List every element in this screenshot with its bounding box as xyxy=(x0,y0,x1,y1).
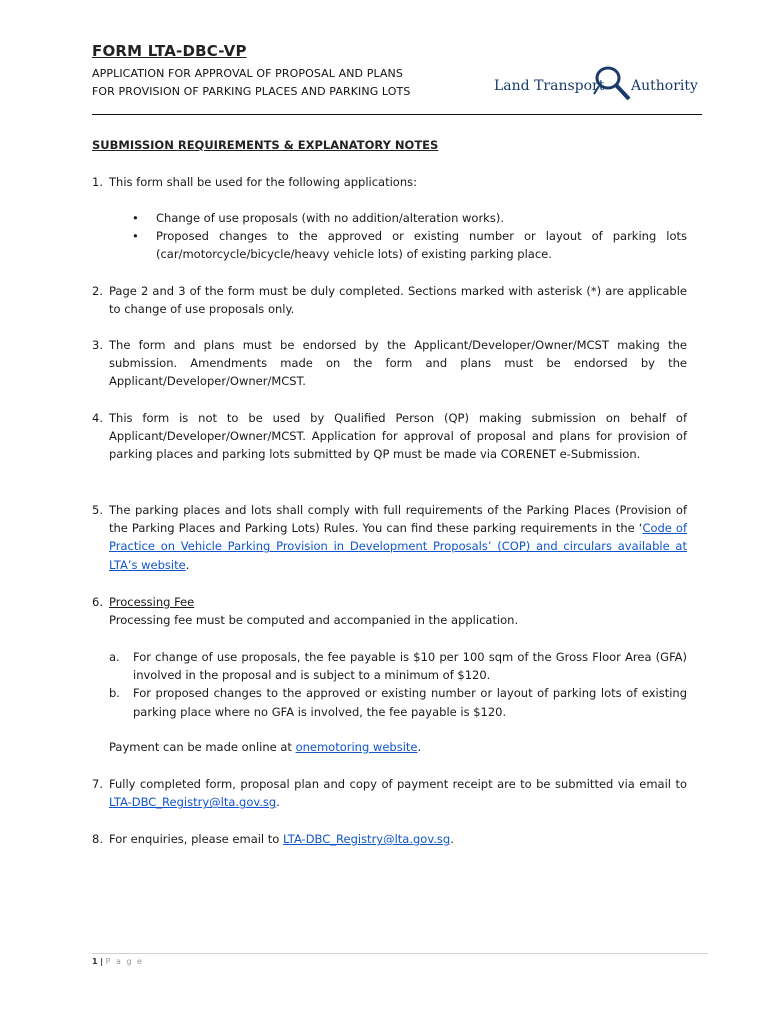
item-text-tail: . xyxy=(185,557,190,572)
item-heading: Processing Fee xyxy=(109,595,195,609)
item-text: This form shall be used for the following applications: xyxy=(109,175,417,189)
note-item-2 xyxy=(92,282,687,318)
note-item-5 xyxy=(92,501,687,574)
item-text-lead: The parking places and lots shall comply with full requirements of the Parking Places (Provision of the Parking Places and Parking Lots) Rules. You can find these parking requirements in the ‘ xyxy=(109,503,687,536)
cop-link[interactable]: Code of Practice on Vehicle Parking Provision in Development Proposals’ (COP) and circulars available at LTA’s website xyxy=(109,521,687,572)
bullet-text: Proposed changes to the approved or existing number or layout of parking lots (car/motorcycle/bicycle/heavy vehicle lots) of existing parking place. xyxy=(156,229,687,262)
note-item-3 xyxy=(92,336,687,391)
item-text-tail: . xyxy=(276,795,280,810)
fee-description: Processing fee must be computed and accompanied in the application. xyxy=(109,613,519,627)
sub-item-text: For proposed changes to the approved or existing number or layout of parking lots of existing parking place where no GFA is involved, the fee payable is $120. xyxy=(133,686,687,719)
page-separator: | xyxy=(100,957,104,966)
lta-emblem-icon xyxy=(591,64,635,104)
bullet-text: Change of use proposals (with no addition/alteration works). xyxy=(156,211,504,225)
sub-item-label: b. xyxy=(109,686,120,701)
item-text: This form is not to be used by Qualified Person (QP) making submission on behalf of Applicant/Developer/Owner/MCST. Application for approval of proposal and plans for provision of parking places and parking lots submitted by QP must be made via CORENET e-Submission. xyxy=(109,411,687,462)
note-item-8 xyxy=(92,830,687,848)
item-number: 7. xyxy=(92,777,103,791)
subtitle-line-1: APPLICATION FOR APPROVAL OF PROPOSAL AND PLANS xyxy=(92,67,403,80)
registry-email-link[interactable]: LTA-DBC_Registry@lta.gov.sg xyxy=(109,795,277,810)
list-item xyxy=(132,227,687,263)
fee-sub-list xyxy=(109,648,687,721)
sub-item-text: For change of use proposals, the fee payable is $10 per 100 sqm of the Gross Floor Area (GFA) involved in the proposal and is subject to a minimum of $120. xyxy=(133,650,687,683)
page-number: 1 xyxy=(92,957,98,966)
item-text-tail: . xyxy=(450,832,454,846)
section-title: SUBMISSION REQUIREMENTS & EXPLANATORY NOTES xyxy=(92,138,439,152)
item-number: 2. xyxy=(92,284,103,298)
item-text xyxy=(109,501,687,574)
item-text: Page 2 and 3 of the form must be duly completed. Sections marked with asterisk (*) are applicable to change of use proposals only. xyxy=(109,284,687,317)
note-item-7 xyxy=(92,775,687,811)
note-item-1 xyxy=(92,173,687,191)
page-label: P a g e xyxy=(105,957,144,966)
bullet-list xyxy=(132,209,687,264)
note-item-6 xyxy=(92,593,687,611)
note-item-4 xyxy=(92,409,687,464)
item-text xyxy=(109,830,687,848)
list-item xyxy=(109,684,687,720)
payment-tail: . xyxy=(417,740,422,754)
item-number: 8. xyxy=(92,832,103,846)
page-footer xyxy=(92,957,143,966)
item-number: 5. xyxy=(92,503,103,517)
logo-text-right: Authority xyxy=(631,78,698,94)
bullet-icon: • xyxy=(132,211,139,225)
item-text: The form and plans must be endorsed by the Applicant/Developer/Owner/MCST making the submission. Amendments made on the form and plans must be endorsed by the Applicant/Developer/Owner/MCST. xyxy=(109,338,687,389)
bullet-icon: • xyxy=(132,229,139,244)
item-text-lead: Fully completed form, proposal plan and copy of payment receipt are to be submitted via email to xyxy=(109,777,687,791)
payment-text: Payment can be made online at xyxy=(109,740,296,754)
subtitle-line-2: FOR PROVISION OF PARKING PLACES AND PARKING LOTS xyxy=(92,85,411,98)
payment-note xyxy=(109,738,687,756)
item-number: 3. xyxy=(92,338,103,352)
item-text xyxy=(109,775,687,811)
item-number: 4. xyxy=(92,411,103,425)
enquiry-email-link[interactable]: LTA-DBC_Registry@lta.gov.sg xyxy=(282,832,451,846)
item-number: 6. xyxy=(92,595,103,609)
onemotoring-link[interactable]: onemotoring website xyxy=(295,740,418,754)
form-code: FORM LTA-DBC-VP xyxy=(92,42,247,60)
logo-text-left: Land Transport xyxy=(494,78,605,94)
list-item xyxy=(132,209,687,227)
footer-rule xyxy=(92,953,708,954)
header-rule xyxy=(92,114,702,115)
item-number: 1. xyxy=(92,175,103,189)
item-text-lead: For enquiries, please email to xyxy=(109,832,283,846)
list-item xyxy=(109,648,687,684)
lta-logo xyxy=(494,62,704,106)
sub-item-label: a. xyxy=(109,650,120,664)
